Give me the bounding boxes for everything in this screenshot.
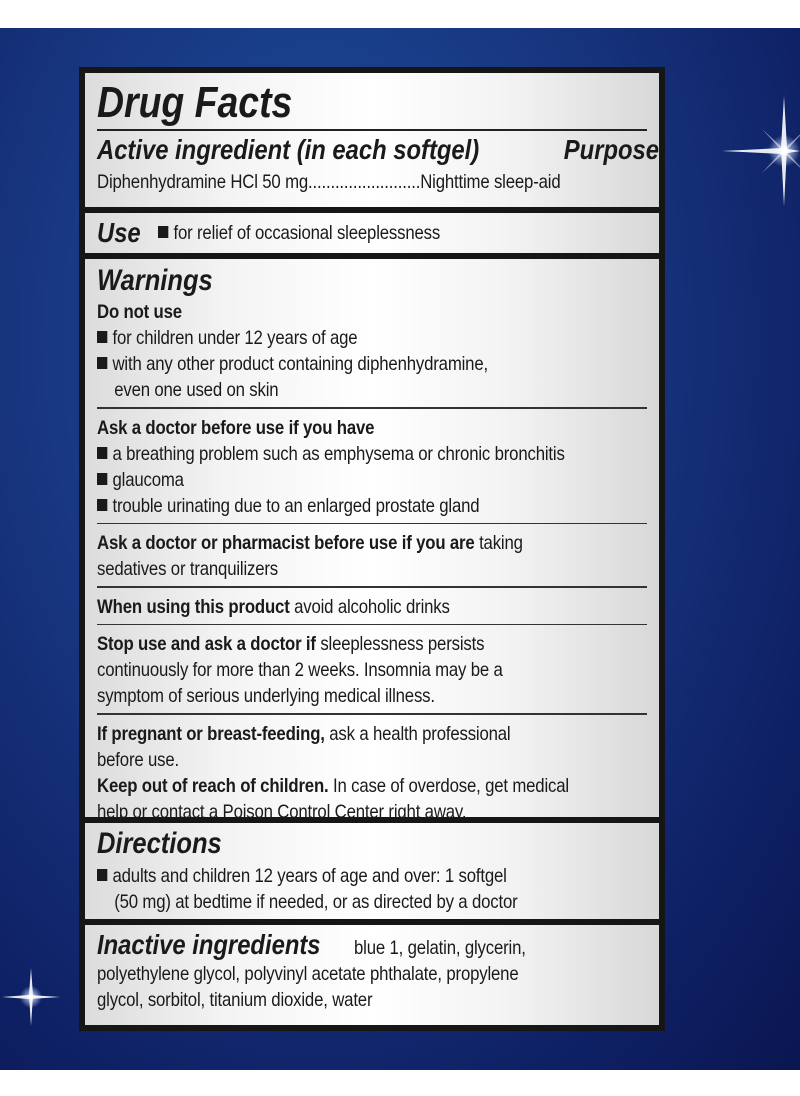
- bullet-icon: [97, 869, 107, 881]
- list-item: trouble urinating due to an enlarged prostate gland: [97, 493, 646, 519]
- bullet-icon: [97, 447, 107, 459]
- list-item: adults and children 12 years of age and over: 1 softgel: [97, 863, 646, 889]
- bullet-icon: [97, 473, 107, 485]
- divider: [97, 713, 647, 715]
- bullet-icon: [97, 499, 107, 511]
- bullet-icon: [97, 357, 107, 369]
- keep-out-text-line2: help or contact a Poison Control Center right away.: [97, 800, 467, 823]
- drug-facts-panel: [79, 67, 665, 1031]
- drug-facts-title: Drug Facts: [97, 78, 293, 127]
- active-ingredient-section: [85, 73, 659, 207]
- keep-out-text: Keep out of reach of children. In case of overdose, get medical: [97, 774, 569, 797]
- inactive-ingredients-line2: polyethylene glycol, polyvinyl acetate phthalate, propylene: [97, 963, 519, 985]
- warnings-section: [85, 259, 659, 823]
- divider: [97, 407, 647, 409]
- divider: [97, 624, 647, 626]
- list-item: with any other product containing diphenhydramine,: [97, 351, 646, 377]
- stop-use-text: Stop use and ask a doctor if sleeplessness persists: [97, 633, 485, 655]
- directions-section: [85, 823, 659, 919]
- use-text: [158, 220, 440, 246]
- directions-heading: Directions: [97, 827, 222, 860]
- inactive-ingredients-heading: Inactive ingredients: [97, 929, 321, 960]
- use-section: [85, 213, 659, 253]
- stop-use-text-line2: continuously for more than 2 weeks. Insomnia may be a: [97, 659, 503, 681]
- list-item: for children under 12 years of age: [97, 325, 646, 351]
- list-item: glaucoma: [97, 467, 646, 493]
- purpose-heading: Purpose: [563, 134, 659, 165]
- warnings-heading: Warnings: [97, 264, 213, 297]
- use-heading: Use: [97, 217, 141, 248]
- do-not-use-heading: Do not use: [97, 301, 182, 323]
- active-ingredient-heading: Active ingredient (in each softgel): [97, 134, 480, 165]
- active-ingredient-line: Diphenhydramine HCl 50 mg.........................Nighttime sleep-aid: [97, 171, 561, 193]
- bullet-icon: [97, 331, 107, 343]
- bullet-icon: [158, 226, 168, 238]
- sparkle-icon: [2, 968, 60, 1026]
- pregnant-text-line2: before use.: [97, 748, 180, 771]
- when-using-text: When using this product avoid alcoholic drinks: [97, 595, 450, 618]
- pregnant-text: If pregnant or breast-feeding, ask a health professional: [97, 722, 511, 745]
- ask-doctor-heading: Ask a doctor before use if you have: [97, 416, 375, 439]
- inactive-heading-row: [97, 929, 647, 961]
- inactive-ingredients-section: [85, 925, 659, 1025]
- active-heading-row: [97, 131, 659, 169]
- stop-use-text-line3: symptom of serious underlying medical illness.: [97, 685, 435, 707]
- sparkle-icon: [722, 96, 800, 206]
- list-item: a breathing problem such as emphysema or chronic bronchitis: [97, 441, 646, 467]
- use-text-value: for relief of occasional sleeplessness: [173, 222, 441, 244]
- ask-pharmacist-text: Ask a doctor or pharmacist before use if you are taking: [97, 532, 523, 554]
- divider: [97, 586, 647, 588]
- ask-pharmacist-text-line2: sedatives or tranquilizers: [97, 558, 279, 580]
- inactive-ingredients-line1: blue 1, gelatin, glycerin,: [353, 937, 526, 959]
- divider: [97, 523, 647, 525]
- list-item-continued: (50 mg) at bedtime if needed, or as directed by a doctor: [114, 891, 518, 913]
- list-item-continued: even one used on skin: [114, 379, 279, 401]
- inactive-ingredients-line3: glycol, sorbitol, titanium dioxide, water: [97, 989, 373, 1011]
